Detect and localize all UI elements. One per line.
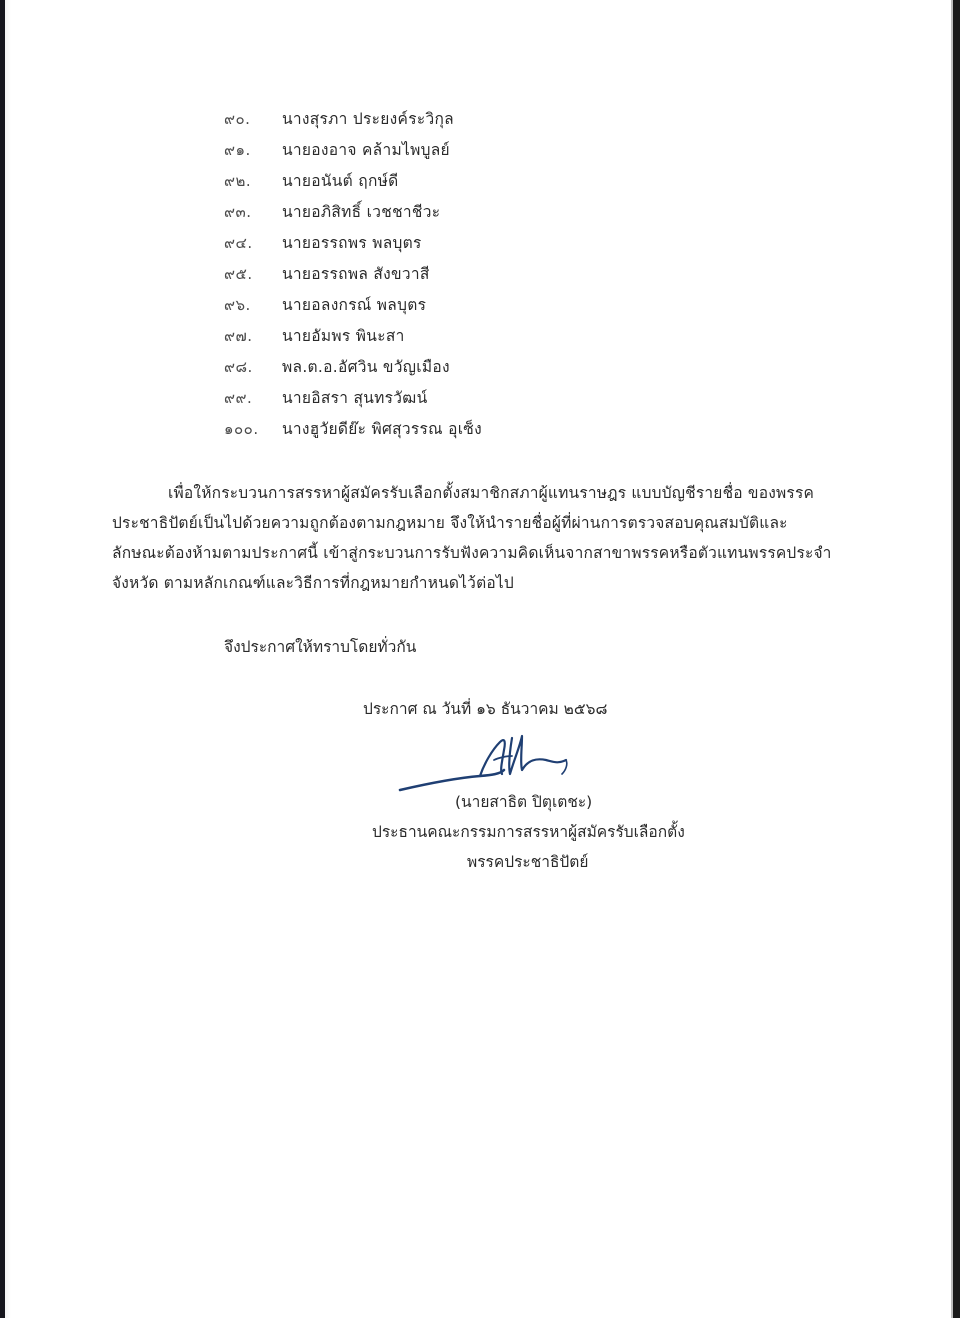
candidate-name: นายอิสรา สุนทรวัฒน์ <box>282 389 428 407</box>
item-number: ๙๑. <box>224 141 251 159</box>
candidate-name: นายอรรถพล สังขวาสี <box>282 265 430 283</box>
announcement-date: ประกาศ ณ วันที่ ๑๖ ธันวาคม ๒๕๖๘ <box>363 700 608 718</box>
item-number: ๙๐. <box>224 110 251 128</box>
candidate-name: นายอรรถพร พลบุตร <box>282 234 422 252</box>
candidate-name: นางสุรภา ประยงค์ระวิกุล <box>282 110 454 128</box>
item-number: ๙๖. <box>224 296 251 314</box>
item-number: ๙๘. <box>224 358 253 376</box>
candidate-name: นายอนันต์ ฤกษ์ดี <box>282 172 399 190</box>
item-number: ๙๗. <box>224 327 253 345</box>
candidate-name: นายอภิสิทธิ์ เวชชาชีวะ <box>282 203 441 221</box>
item-number: ๙๒. <box>224 172 252 190</box>
candidate-name: นายอลงกรณ์ พลบุตร <box>282 296 427 314</box>
document-page <box>11 0 951 1318</box>
signature-icon <box>396 730 576 796</box>
candidate-name: นายองอาจ คล้ามไพบูลย์ <box>282 141 450 159</box>
right-frame-edge <box>953 0 960 1318</box>
item-number: ๙๓. <box>224 203 252 221</box>
right-page-shadow <box>951 0 953 1318</box>
signer-name: (นายสาธิต ปิตุเตชะ) <box>455 793 593 811</box>
closing-statement: จึงประกาศให้ทราบโดยทั่วกัน <box>224 638 417 656</box>
candidate-name: นางฮูวัยดีย๊ะ พิศสุวรรณ อุเซ็ง <box>282 420 482 438</box>
paragraph-line: เพื่อให้กระบวนการสรรหาผู้สมัครรับเลือกตั้งสมาชิกสภาผู้แทนราษฎร แบบบัญชีรายชื่อ ของพรรค <box>168 484 815 502</box>
item-number: ๙๕. <box>224 265 253 283</box>
item-number: ๙๔. <box>224 234 253 252</box>
candidate-name: นายอัมพร พินะสา <box>282 327 405 345</box>
signer-title: ประธานคณะกรรมการสรรหาผู้สมัครรับเลือกตั้ง <box>372 823 685 841</box>
item-number: ๙๙. <box>224 389 253 407</box>
body-paragraph <box>112 480 847 600</box>
paragraph-line: ลักษณะต้องห้ามตามประกาศนี้ เข้าสู่กระบวนการรับฟังความคิดเห็นจากสาขาพรรคหรือตัวแทนพรรคประจำ <box>112 544 832 562</box>
item-number: ๑๐๐. <box>224 420 259 438</box>
paragraph-line: ประชาธิปัตย์เป็นไปด้วยความถูกต้องตามกฎหมาย จึงให้นำรายชื่อผู้ที่ผ่านการตรวจสอบคุณสมบัติและ <box>112 514 788 532</box>
paragraph-line: จังหวัด ตามหลักเกณฑ์และวิธีการที่กฎหมายกำหนดไว้ต่อไป <box>112 574 514 592</box>
candidate-name: พล.ต.อ.อัศวิน ขวัญเมือง <box>282 358 450 376</box>
signer-organization: พรรคประชาธิปัตย์ <box>467 853 589 871</box>
